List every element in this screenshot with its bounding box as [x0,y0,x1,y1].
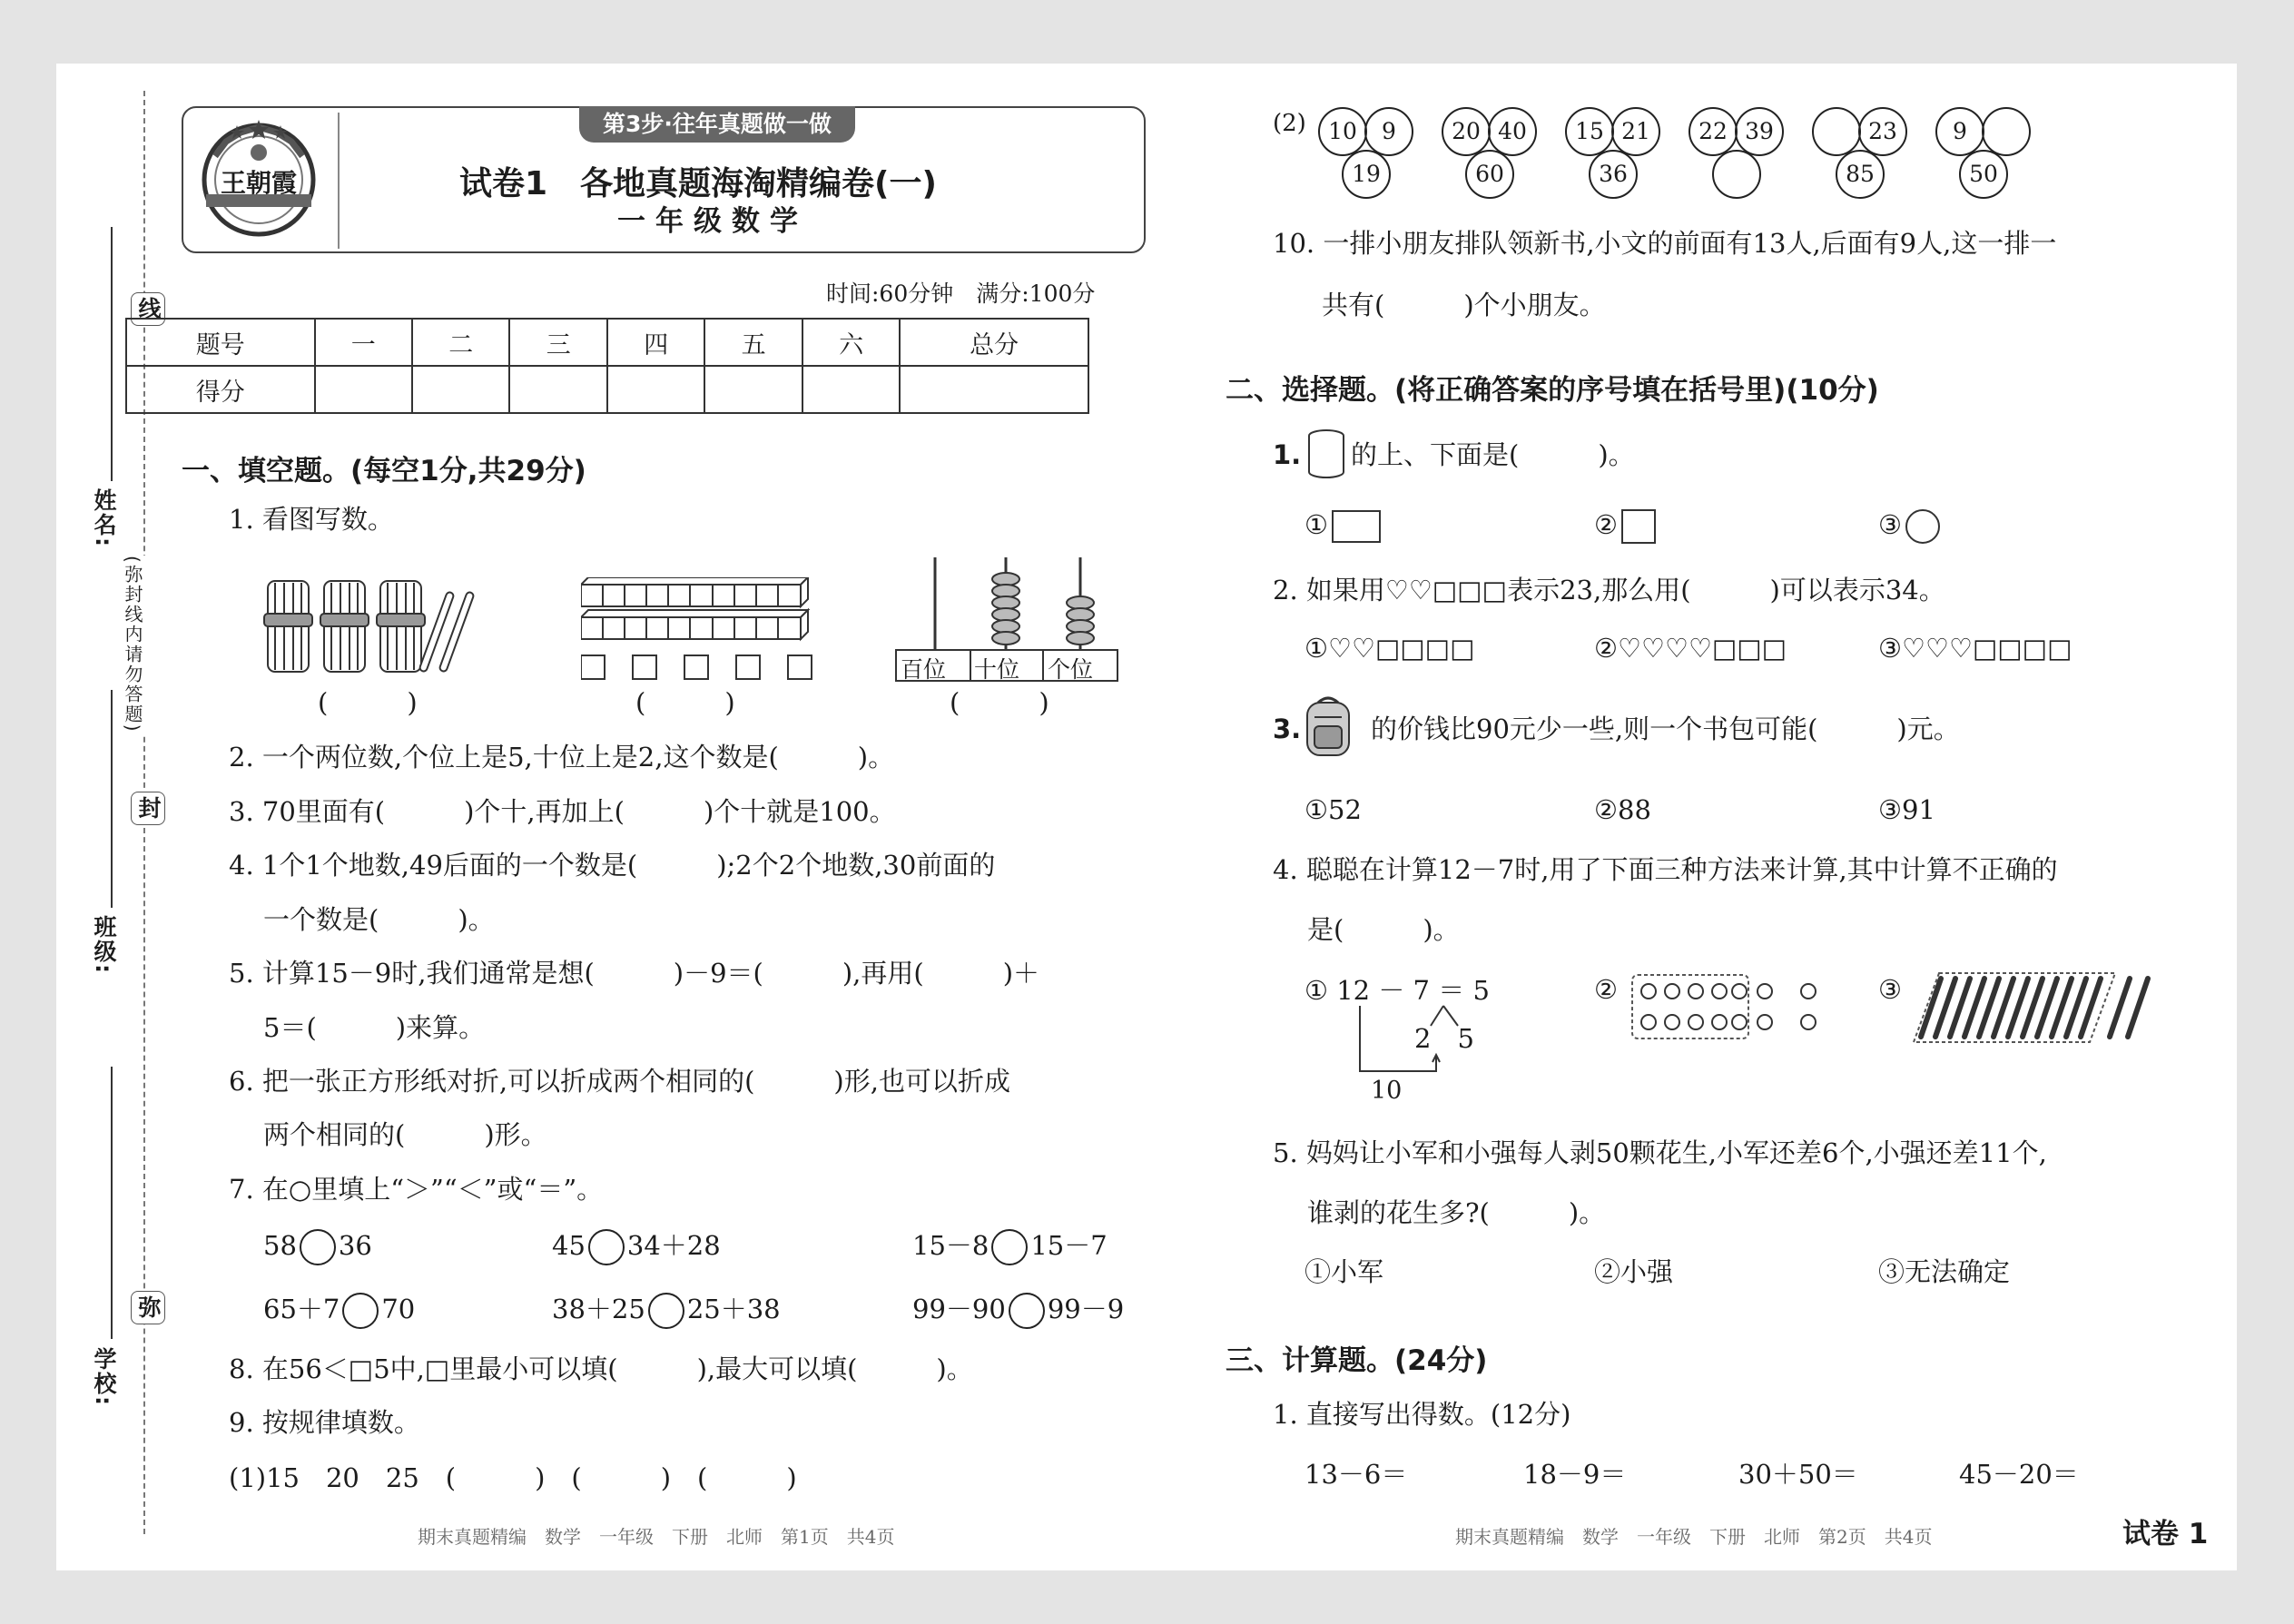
score-row-label: 得分 [126,366,315,413]
pair-top-right: 40 [1488,107,1537,156]
section-1-heading: 一、填空题。(每空1分,共29分) [182,455,586,487]
choice-5-option-b[interactable]: ②小强 [1594,1256,1674,1287]
compare-right: 15－7 [1030,1230,1108,1261]
question-7: 7. 在○里填上“＞”“＜”或“＝”。 [229,1174,604,1205]
choice-4-method-3-label[interactable]: ③ [1878,974,1902,1005]
binding-mi-char: 弥 [131,1291,165,1324]
choice-4-method-1-ten: 10 [1371,1077,1403,1105]
pair-sum: 50 [1959,150,2008,199]
question-4-line-2: 一个数是( )。 [263,904,495,935]
calc-item: 13－6＝ [1305,1459,1408,1490]
score-cell[interactable] [412,366,509,413]
choice-4-line-1: 4. 聪聪在计算12－7时,用了下面三种方法来计算,其中计算不正确的 [1273,854,2058,885]
pair-top-right: 21 [1611,107,1660,156]
compare-item [263,1229,372,1265]
pair-top-right: 23 [1858,107,1907,156]
compare-left: 99－90 [912,1294,1006,1324]
compare-item [552,1293,781,1329]
stick-bundles-icon [259,572,495,690]
choice-4-line-2: 是( )。 [1307,914,1460,945]
choice-4-method-3-diagram [1912,969,2157,1050]
choice-4-method-2-diagram [1629,971,1828,1048]
page-subtitle: 一年级数学 [617,205,808,238]
compare-right: 70 [381,1294,416,1324]
binding-line-char: 线 [131,292,165,326]
name-underline [111,227,113,481]
cubes-figure [581,577,817,682]
score-cell[interactable] [509,366,606,413]
pair-sum: 19 [1342,150,1391,199]
score-header-cell: 四 [607,319,704,366]
pair-top-left-blank[interactable] [1812,107,1861,156]
calc-item: 18－9＝ [1523,1459,1627,1490]
question-5-line-1: 5. 计算15－9时,我们通常是想( )－9＝( ),再用( )＋ [229,958,1040,989]
question-9-part-2-label: (2) [1273,110,1306,137]
score-header-cell: 六 [802,319,900,366]
compare-left: 15－8 [912,1230,989,1261]
score-table [125,318,1089,414]
exam-meta: 时间:60分钟 满分:100分 [826,281,1096,307]
answer-paren-1[interactable]: ( ) [318,687,418,718]
calc-1: 1. 直接写出得数。(12分) [1273,1399,1571,1430]
choice-4-method-1[interactable]: ① 12 － 7 ＝ 5 [1305,975,1490,1006]
compare-item [912,1229,1108,1265]
compare-right: 25＋38 [686,1294,781,1324]
pair-top-right-blank[interactable] [1982,107,2031,156]
choice-2-option-b[interactable]: ②♡♡♡♡□□□ [1594,633,1787,664]
abacus-label-ones: 个位 [1048,656,1094,683]
compare-item [912,1293,1124,1329]
left-footer: 期末真题精编 数学 一年级 下册 北师 第1页 共4页 [418,1526,895,1548]
answer-paren-2[interactable]: ( ) [635,687,735,718]
question-2: 2. 一个两位数,个位上是5,十位上是2,这个数是( )。 [229,742,895,773]
abacus-label-hundreds: 百位 [901,656,947,683]
question-3: 3. 70里面有( )个十,再加上( )个十就是100。 [229,796,896,827]
question-5-line-2: 5＝( )来算。 [263,1012,486,1043]
choice-1-option-c[interactable]: ③ [1878,508,1940,544]
publisher-logo [195,116,322,243]
choice-3-option-c[interactable]: ③91 [1878,794,1935,825]
score-header-cell: 五 [704,319,802,366]
pair-top-left: 15 [1565,107,1614,156]
score-cell[interactable] [315,366,412,413]
question-6-line-1: 6. 把一张正方形纸对折,可以折成两个相同的( )形,也可以折成 [229,1066,1010,1097]
page-title: 试卷1 各地真题海淘精编卷(一) [459,165,937,202]
pair-sum: 36 [1589,150,1638,199]
section-3-heading: 三、计算题。(24分) [1226,1344,1488,1377]
choice-3-option-b[interactable]: ②88 [1594,794,1651,825]
compare-left: 45 [552,1230,586,1261]
choice-5-line-1: 5. 妈妈让小军和小强每人剥50颗花生,小军还差6个,小强还差11个, [1273,1137,2047,1168]
section-2-heading: 二、选择题。(将正确答案的序号填在括号里)(10分) [1226,374,1879,407]
choice-3-option-a[interactable]: ①52 [1305,794,1362,825]
choice-2-option-c[interactable]: ③♡♡♡□□□□ [1878,633,2072,664]
choice-3-number: 3. [1273,714,1302,744]
choice-5-option-a[interactable]: ①小军 [1305,1256,1384,1287]
choice-5-line-2: 谁剥的花生多?( )。 [1307,1197,1606,1228]
score-header-row [126,319,1088,366]
school-label: 学校: [91,1347,117,1407]
pair-sum: 60 [1465,150,1514,199]
class-underline [111,690,113,908]
compare-left: 58 [263,1230,297,1261]
score-header-cell: 题号 [126,319,315,366]
binding-seal-char: 封 [131,792,165,825]
pair-top-right: 39 [1735,107,1784,156]
compare-circle[interactable] [1009,1293,1045,1329]
compare-item [552,1229,721,1265]
compare-item [263,1293,415,1329]
pair-sum: 85 [1836,150,1885,199]
question-1: 1. 看图写数。 [229,504,394,535]
calc-item: 30＋50＝ [1738,1459,1858,1490]
score-header-cell: 三 [509,319,606,366]
circle-icon [1905,509,1940,544]
backpack-icon [1302,694,1354,763]
right-footer: 期末真题精编 数学 一年级 下册 北师 第2页 共4页 [1455,1526,1933,1548]
compare-left: 65＋7 [263,1294,340,1324]
header-divider [338,113,340,249]
question-10-line-2: 共有( )个小朋友。 [1322,290,1606,320]
score-header-cell: 二 [412,319,509,366]
abacus-label-tens: 十位 [974,656,1020,683]
cylinder-icon [1307,428,1345,483]
score-cell[interactable] [802,366,900,413]
choice-4-method-2-label[interactable]: ② [1594,974,1618,1005]
compare-circle[interactable] [342,1293,379,1329]
choice-2: 2. 如果用♡♡□□□表示23,那么用( )可以表示34。 [1273,575,1945,605]
compare-left: 38＋25 [552,1294,645,1324]
score-header-cell: 一 [315,319,412,366]
compare-right: 34＋28 [626,1230,721,1261]
question-4-line-1: 4. 1个1个地数,49后面的一个数是( );2个2个地数,30前面的 [229,850,996,881]
page-tag: 试卷 1 [2122,1518,2209,1550]
abacus-figure [894,556,1119,683]
compare-circle[interactable] [300,1229,336,1265]
pair-top-right: 9 [1364,107,1413,156]
logo-text: 王朝霞 [220,168,297,198]
compare-circle[interactable] [588,1229,625,1265]
compare-right: 36 [338,1230,372,1261]
stick-bundles-figure [259,572,495,690]
question-8: 8. 在56＜□5中,□里最小可以填( ),最大可以填( )。 [229,1353,973,1384]
compare-circle[interactable] [648,1293,684,1329]
choice-3: 的价钱比90元少一些,则一个书包可能( )元。 [1371,714,1960,744]
score-row [126,366,1088,413]
question-6-line-2: 两个相同的( )形。 [263,1119,547,1150]
compare-circle[interactable] [991,1229,1028,1265]
class-label: 班级: [91,915,117,975]
square-icon [1621,509,1656,544]
question-9-part-1: (1)15 20 25 ( ) ( ) ( ) [229,1462,797,1493]
calc-item: 45－20＝ [1959,1459,2079,1490]
step-banner: 第3步·往年真题做一做 [579,106,855,143]
school-underline [111,1067,113,1339]
choice-1-option-a[interactable]: ① [1305,508,1381,543]
pair-top-left: 10 [1318,107,1367,156]
score-cell[interactable] [607,366,704,413]
question-9: 9. 按规律填数。 [229,1407,420,1438]
compare-right: 99－9 [1047,1294,1125,1324]
choice-1-number: 1. [1273,439,1302,470]
pair-top-left: 9 [1935,107,1984,156]
choice-2-option-a[interactable]: ①♡♡□□□□ [1305,633,1475,664]
choice-5-option-c[interactable]: ③无法确定 [1878,1256,2011,1287]
question-10-line-1: 10. 一排小朋友排队领新书,小文的前面有13人,后面有9人,这一排一 [1273,228,2057,259]
choice-4-method-1-split: 2 5 [1414,1023,1474,1054]
binding-note: (弥封线内请勿答题) [120,556,146,733]
choice-1: 的上、下面是( )。 [1351,439,1635,470]
rectangle-icon [1332,510,1381,543]
pair-top-left: 22 [1689,107,1738,156]
score-cell[interactable] [704,366,802,413]
pair-sum-blank[interactable] [1712,150,1761,199]
name-label: 姓名: [91,488,117,548]
score-header-cell: 总分 [900,319,1088,366]
score-cell[interactable] [900,366,1088,413]
cubes-icon [581,577,817,682]
pair-top-left: 20 [1442,107,1491,156]
answer-paren-3[interactable]: ( ) [950,687,1049,718]
choice-1-option-b[interactable]: ② [1594,508,1656,544]
